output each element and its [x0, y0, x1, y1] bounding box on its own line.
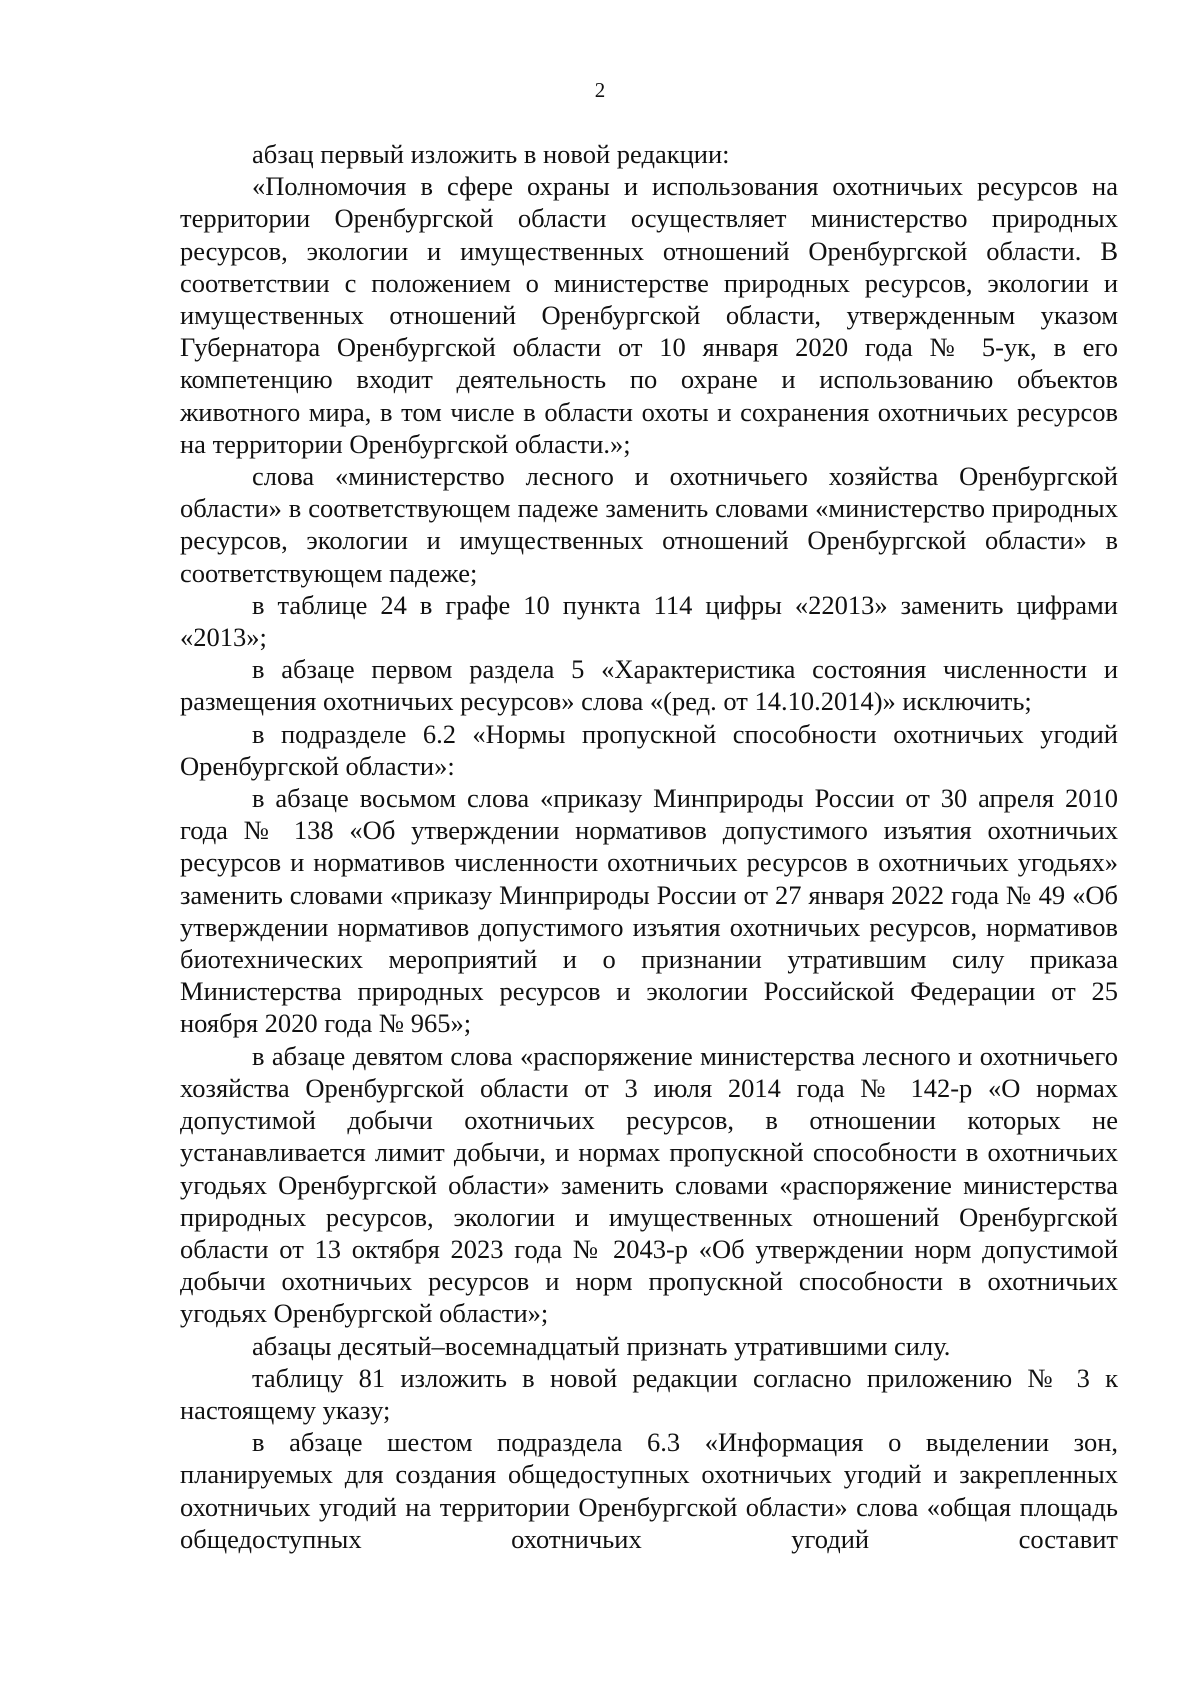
paragraph: абзацы десятый–восемнадцатый признать утратившими силу. — [252, 1330, 951, 1361]
paragraph: в подразделе 6.2 «Нормы пропускной способности охотничьих угодий Оренбургской области»: — [180, 718, 1118, 781]
paragraph: в абзаце первом раздела 5 «Характеристика состояния численности и размещения охотничьих ресурсов» слова «(ред. от 14.10.2014)» исключить; — [180, 654, 1118, 717]
page-number: 2 — [594, 78, 606, 102]
paragraph: абзац первый изложить в новой редакции: — [252, 139, 730, 169]
paragraph: в абзаце восьмом слова «приказу Минприроды России от 30 апреля 2010 года № 138 «Об утверждении нормативов допустимого изъятия охотничьих ресурсов и нормативов численности охотничьих ресурсов в охотничьих угодьях» заменить словами «приказу Минприроды России от 27 января 2022 года № 49 «Об утверждении нормативов допустимого изъятия охотничьих ресурсов, нормативов биотехнических мероприятий и о признании утратившим силу приказа Министерства природных ресурсов и экологии Российской Федерации от 25 ноября 2020 года № 965»; — [180, 783, 1118, 1039]
paragraph: в абзаце девятом слова «распоряжение министерства лесного и охотничьего хозяйства Оренбургской области от 3 июля 2014 года № 142-р «О нормах допустимой добычи охотничьих ресурсов, в отношении которых не устанавливается лимит добычи, и нормах пропускной способности в охотничьих угодьях Оренбургской области» заменить словами «распоряжение министерства природных ресурсов, экологии и имущественных отношений Оренбургской области от 13 октября 2023 года № 2043-р «Об утверждении норм допустимой добычи охотничьих ресурсов и норм пропускной способности в охотничьих угодьях Оренбургской области»; — [180, 1040, 1118, 1329]
paragraph: таблицу 81 изложить в новой редакции согласно приложению № 3 к настоящему указу; — [180, 1362, 1118, 1425]
document-body — [180, 138, 1118, 1555]
paragraph: слова «министерство лесного и охотничьего хозяйства Оренбургской области» в соответствующем падеже заменить словами «министерство природных ресурсов, экологии и имущественных отношений Оренбургской области» в соответствующем падеже; — [180, 461, 1118, 588]
paragraph: в таблице 24 в графе 10 пункта 114 цифры «22013» заменить цифрами «2013»; — [180, 589, 1118, 653]
paragraph: в абзаце шестом подраздела 6.3 «Информация о выделении зон, планируемых для создания общедоступных охотничьих угодий и закрепленных охотничьих угодий на территории Оренбургской области» слова «общая площадь общедоступных охотничьих угодий составит — [180, 1427, 1118, 1554]
paragraph: «Полномочия в сфере охраны и использования охотничьих ресурсов на территории Оренбургской области осуществляет министерство природных ресурсов, экологии и имущественных отношений Оренбургской области. В соответствии с положением о министерстве природных ресурсов, экологии и имущественных отношений Оренбургской области, утвержденным указом Губернатора Оренбургской области от 10 января 2020 года № 5-ук, в его компетенцию входит деятельность по охране и использованию объектов животного мира, в том числе в области охоты и сохранения охотничьих ресурсов на территории Оренбургской области.»; — [180, 171, 1118, 459]
